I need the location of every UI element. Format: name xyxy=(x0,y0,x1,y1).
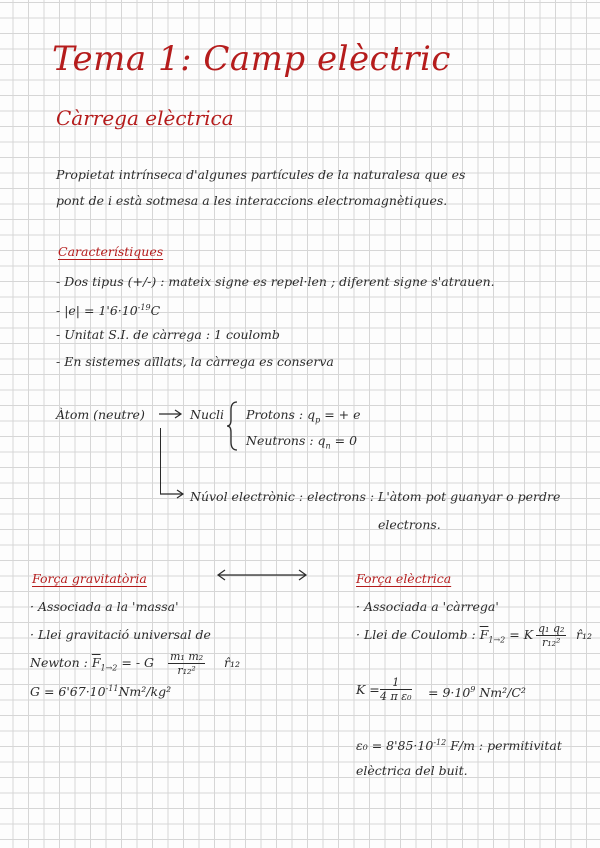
page-title: Tema 1: Camp elèctric xyxy=(52,39,451,79)
double-arrow-icon xyxy=(216,568,308,582)
electrica-item-1: · Associada a 'càrrega' xyxy=(356,599,499,614)
atom-label: Àtom (neutre) xyxy=(56,407,145,422)
neutrons-line: Neutrons : $q_n = 0$ xyxy=(246,433,358,451)
caracteristiques-heading: Característiques xyxy=(58,244,164,259)
intro-line-1: Propietat intrínseca d'algunes partícules de la naturalesa que es xyxy=(56,167,466,182)
caracteristiques-item-1: - Dos tipus (+/-) : mateix signe es repel·len ; diferent signe s'atrauen. xyxy=(56,274,495,289)
gravitatoria-item-2: · Llei gravitació universal de xyxy=(30,627,211,642)
k-fraction: $\frac{1}{\text{4 π ε₀}}$ xyxy=(380,676,412,703)
arrow-right-icon xyxy=(160,488,186,500)
atom-connector-vertical xyxy=(160,428,161,494)
section-title: Càrrega elèctrica xyxy=(56,106,234,130)
electrica-heading: Força elèctrica xyxy=(356,571,452,586)
nuvol-line-1: Núvol electrònic : electrons : L'àtom pot guanyar o perdre xyxy=(190,489,561,504)
k-lhs: K = xyxy=(356,682,380,697)
caracteristiques-item-3: - Unitat S.I. de càrrega : 1 coulomb xyxy=(56,327,280,342)
g-constant: $G = 6'67\cdot 10^{-11}Nm^2$/kg² xyxy=(30,684,172,700)
k-value: = $9\cdot 10^9$ Nm²/C² xyxy=(428,685,526,701)
gravitatoria-item-1: · Associada a la 'massa' xyxy=(30,599,179,614)
brace-icon xyxy=(226,400,240,452)
caracteristiques-item-4: - En sistemes aïllats, la càrrega es conserva xyxy=(56,354,334,369)
eps-line-1: $\varepsilon_0 = 8'85\cdot 10^{-12}$ F/m : permitivitat xyxy=(356,738,562,754)
gravitatoria-heading: Força gravitatòria xyxy=(32,571,147,586)
newton-formula: Newton : $\overline{F}_{1\to 2}$ = - G xyxy=(30,655,155,673)
newton-fraction: $\frac{\text{m₁ m₂}}{\text{r₁₂²}}$ xyxy=(170,650,204,677)
protons-line: Protons : $q_p$ = + e xyxy=(246,407,361,425)
nucli-label: Nucli xyxy=(190,407,224,422)
coulomb-fraction: $\frac{\text{q₁ q₂}}{\text{r₁₂²}}$ xyxy=(538,622,565,649)
coulomb-formula: · Llei de Coulomb : $\overline{F}_{1\to 2} = K$ xyxy=(356,627,534,645)
eps-line-2: elèctrica del buit. xyxy=(356,763,468,778)
intro-line-2: pont de i està sotmesa a les interaccions electromagnètiques. xyxy=(56,193,448,208)
coulomb-unit-vector: r̂₁₂ xyxy=(576,627,592,642)
newton-unit-vector: r̂₁₂ xyxy=(224,655,240,670)
caracteristiques-item-2: - $|e| = 1'6\cdot 10^{-19}C$ xyxy=(56,303,161,319)
nuvol-line-2: electrons. xyxy=(378,517,441,532)
arrow-right-icon xyxy=(158,408,184,420)
